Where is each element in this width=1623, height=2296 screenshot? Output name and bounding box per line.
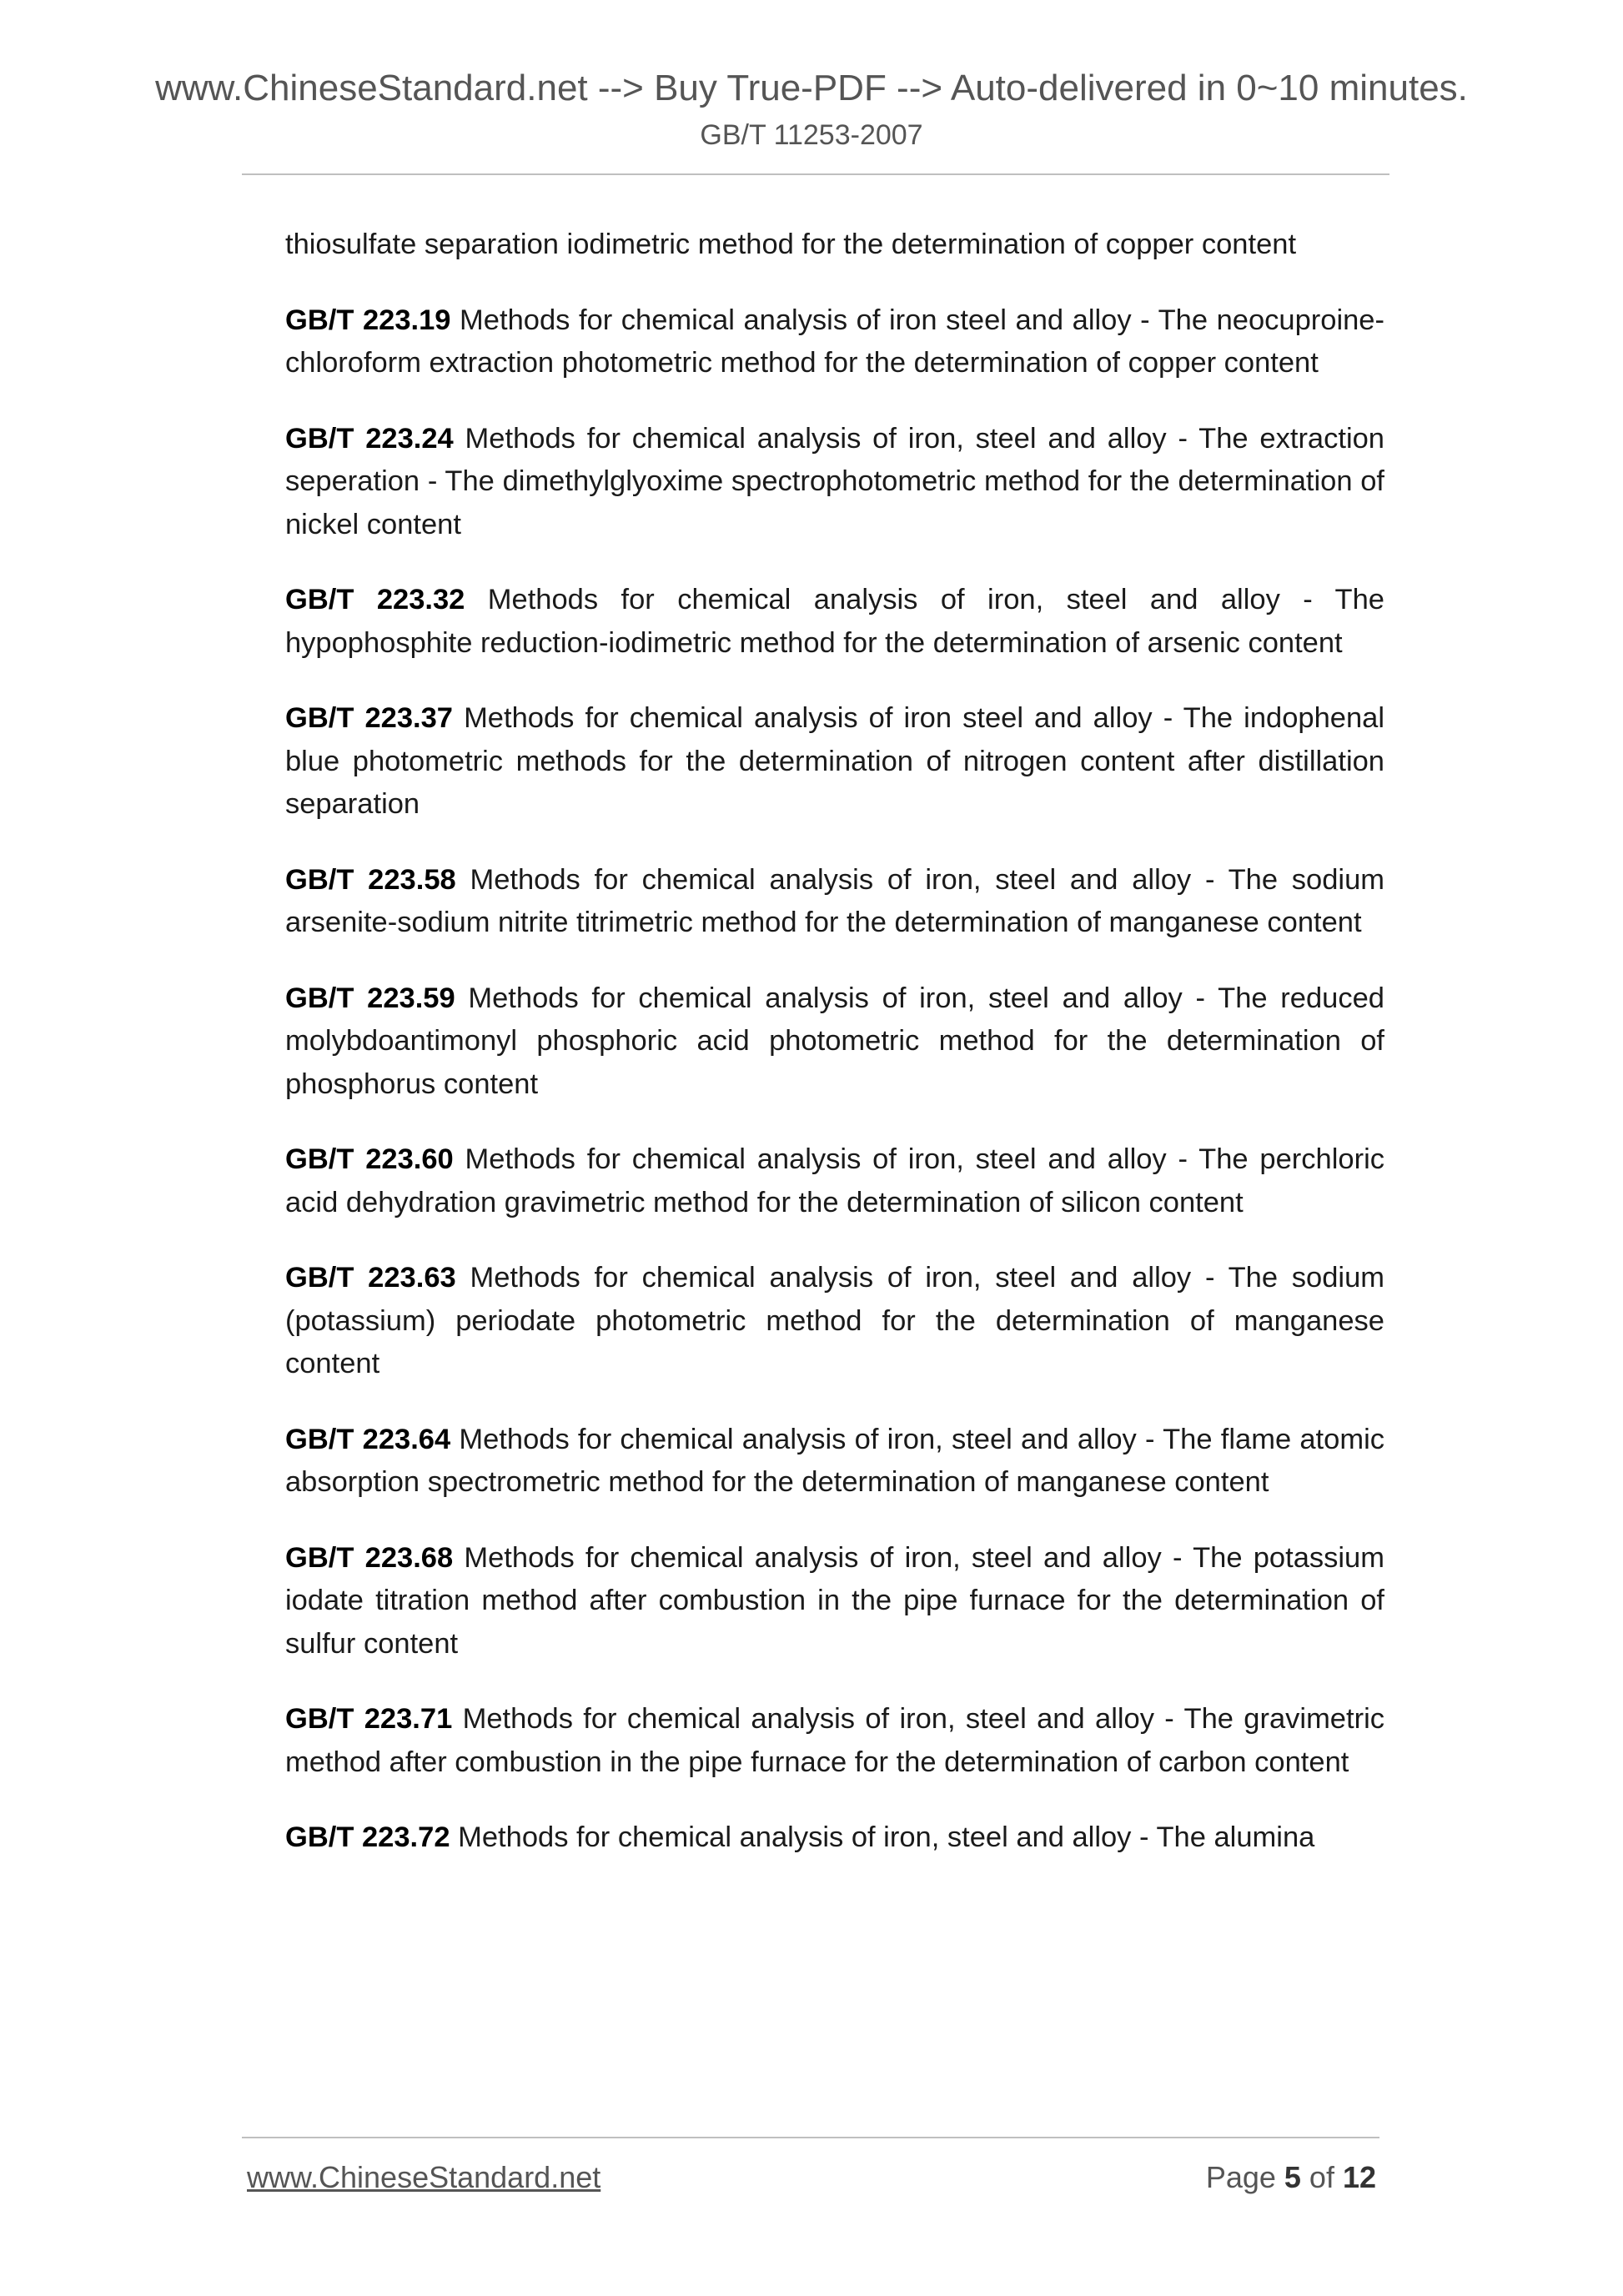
page-current: 5 [1284, 2160, 1301, 2194]
reference-entry [285, 697, 1384, 826]
standard-title: Methods for chemical analysis of iron, steel and alloy - The gravimetric method after combustion in the pipe furnace for the determination of carbon content [285, 1703, 1384, 1778]
standard-title: Methods for chemical analysis of iron steel and alloy - The neocuproine-chloroform extraction photometric method for the determination of copper content [285, 304, 1384, 379]
standard-code: GB/T 223.32 [285, 584, 465, 615]
reference-entry [285, 418, 1384, 547]
reference-entry [285, 859, 1384, 945]
document-body [285, 224, 1384, 1892]
standard-code: GB/T 223.60 [285, 1143, 454, 1175]
standard-code: GB/T 223.37 [285, 702, 453, 734]
standard-title: Methods for chemical analysis of iron, steel and alloy - The extraction seperation - The dimethylglyoxime spectrophotometric method for the determination of nickel content [285, 422, 1384, 540]
standard-title: Methods for chemical analysis of iron, steel and alloy - The reduced molybdoantimonyl phosphoric acid photometric method for the determination of phosphorus content [285, 982, 1384, 1100]
standard-code: GB/T 223.59 [285, 982, 455, 1014]
standard-code: GB/T 223.24 [285, 422, 454, 455]
reference-entry [285, 1419, 1384, 1505]
standard-title: Methods for chemical analysis of iron, steel and alloy - The alumina [450, 1821, 1315, 1853]
standard-code: GB/T 223.68 [285, 1541, 454, 1574]
reference-entry [285, 299, 1384, 385]
standard-title: Methods for chemical analysis of iron, steel and alloy - The hypophosphite reduction-iodimetric method for the determination of arsenic content [285, 584, 1384, 659]
standard-code: GB/T 223.58 [285, 863, 456, 896]
reference-entry [285, 977, 1384, 1107]
footer-divider [242, 2137, 1379, 2138]
page-total: 12 [1342, 2160, 1376, 2194]
page-number [1206, 2158, 1376, 2197]
reference-list [285, 299, 1384, 1860]
standard-code: GB/T 223.71 [285, 1703, 453, 1735]
continuation-paragraph: thiosulfate separation iodimetric method for the determination of copper content [285, 229, 1297, 260]
document-id: GB/T 11253-2007 [700, 119, 923, 151]
footer-site-link[interactable]: www.ChineseStandard.net [247, 2160, 601, 2194]
standard-title: Methods for chemical analysis of iron, steel and alloy - The sodium arsenite-sodium nitrite titrimetric method for the determination of manganese content [285, 863, 1384, 938]
reference-entry [285, 1698, 1384, 1784]
header-banner: www.ChineseStandard.net --> Buy True-PDF --> Auto-delivered in 0~10 minutes. [155, 68, 1468, 108]
page-prefix: Page [1205, 2160, 1284, 2194]
reference-entry [285, 1138, 1384, 1224]
standard-title: Methods for chemical analysis of iron steel and alloy - The indophenal blue photometric methods for the determination of nitrogen content after distillation separation [285, 702, 1384, 820]
standard-title: Methods for chemical analysis of iron, steel and alloy - The potassium iodate titration method after combustion in the pipe furnace for the determination of sulfur content [285, 1541, 1384, 1660]
standard-code: GB/T 223.64 [285, 1423, 451, 1455]
standard-title: Methods for chemical analysis of iron, steel and alloy - The perchloric acid dehydration gravimetric method for the determination of silicon content [285, 1143, 1384, 1218]
standard-code: GB/T 223.63 [285, 1262, 456, 1294]
reference-entry [285, 1257, 1384, 1386]
standard-code: GB/T 223.72 [285, 1821, 450, 1853]
reference-entry [285, 1537, 1384, 1666]
page-of: of [1300, 2160, 1343, 2194]
standard-title: Methods for chemical analysis of iron, steel and alloy - The sodium (potassium) periodate photometric method for the determination of manganese content [285, 1262, 1384, 1379]
reference-entry [285, 1816, 1384, 1860]
reference-entry [285, 579, 1384, 665]
standard-code: GB/T 223.19 [285, 304, 451, 336]
standard-title: Methods for chemical analysis of iron, steel and alloy - The flame atomic absorption spectrometric method for the determination of manganese content [285, 1423, 1384, 1498]
header-divider [242, 173, 1389, 175]
